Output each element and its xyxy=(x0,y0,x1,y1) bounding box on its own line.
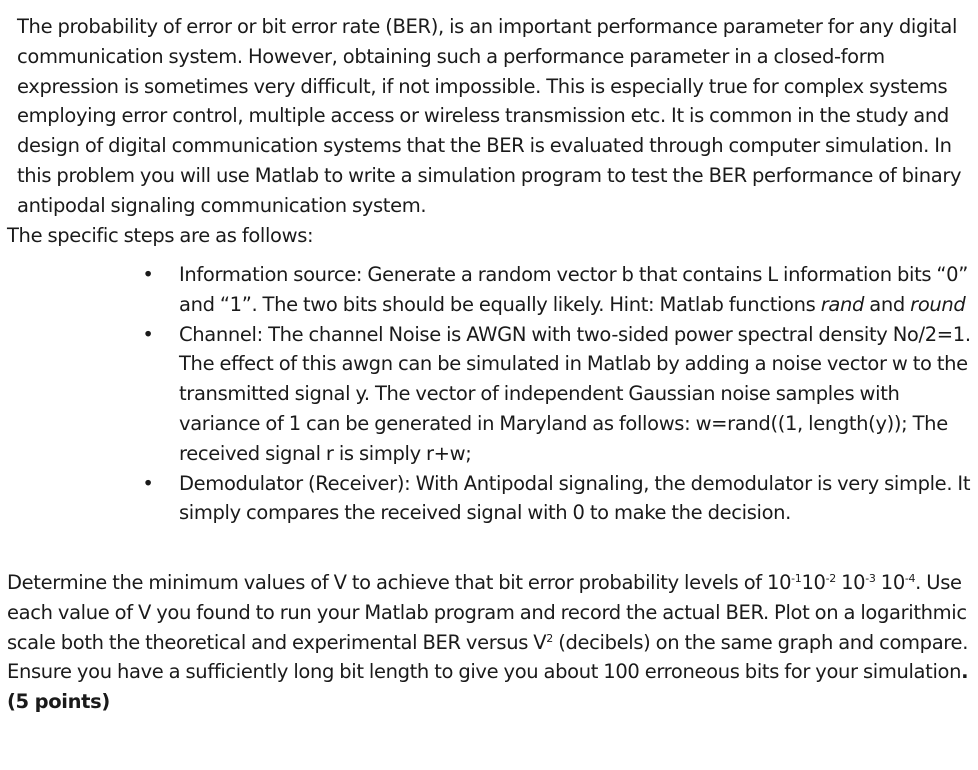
exponent-2: -2 xyxy=(825,572,836,585)
ber-base-4: 10 xyxy=(875,571,905,594)
bullet-marker: • xyxy=(142,471,154,495)
conjunction-text: and xyxy=(864,292,911,316)
function-name-rand: rand xyxy=(820,292,865,316)
ber-base-3: 10 xyxy=(835,571,866,594)
conclusion-text-1: Determine the minimum values of V to achieve that bit error probability levels of 10 xyxy=(7,571,792,594)
conclusion-paragraph xyxy=(7,568,975,717)
exponent-3: -3 xyxy=(865,572,876,585)
exponent-4: -4 xyxy=(904,572,916,585)
conclusion-text-2: . Use each value of V you found to run your Matlab program and record the actual BER. Plot on a logarithmic scale both the theoretical and experimental BER versus V xyxy=(7,571,967,654)
conclusion-text-3: (decibels) on the same graph and compare. Ensure you have a sufficiently long bit length to give you about 100 erroneous bits for your simulation xyxy=(7,630,969,684)
list-item-demodulator xyxy=(0,469,978,529)
bullet-marker: • xyxy=(142,263,154,286)
bullet-marker: • xyxy=(142,322,154,346)
list-item-text: Channel: The channel Noise is AWGN with two-sided power spectral density No/2=1. The effect of this awgn can be simulated in Matlab by adding a noise vector w to the transmitted signal y. The vector of independent Gaussian noise samples with variance of 1 can be generated in Maryland as follows: w=rand((1, length(y)); The received signal r is simply r+w; xyxy=(179,322,971,465)
list-item-text: Information source: Generate a random vector b that contains L information bits “0” and “1”. The two bits should be equally likely. Hint: Matlab functions xyxy=(179,263,968,316)
points-label: . (5 points) xyxy=(7,660,969,714)
function-name-round: round xyxy=(910,292,966,316)
exponent-v-squared: 2 xyxy=(546,631,553,645)
ber-base-2: 10 xyxy=(801,571,826,594)
exponent-1: -1 xyxy=(791,572,802,585)
steps-list xyxy=(0,260,978,528)
list-item-channel xyxy=(0,320,978,469)
list-item-information-source xyxy=(0,260,978,320)
intro-paragraph: The probability of error or bit error rate (BER), is an important performance parameter for any digital communication system. However, obtaining such a performance parameter in a closed-form expression is sometimes very difficult, if not impossible. This is especially true for complex systems employing error control, multiple access or wireless transmission etc. It is common in the study and design of digital communication systems that the BER is evaluated through computer simulation. In this problem you will use Matlab to write a simulation program to test the BER performance of binary antipodal signaling communication system. xyxy=(17,15,962,217)
steps-lead: The specific steps are as follows: xyxy=(7,224,314,247)
list-item-text: Demodulator (Receiver): With Antipodal signaling, the demodulator is very simple. It simply compares the received signal with 0 to make the decision. xyxy=(179,471,971,525)
